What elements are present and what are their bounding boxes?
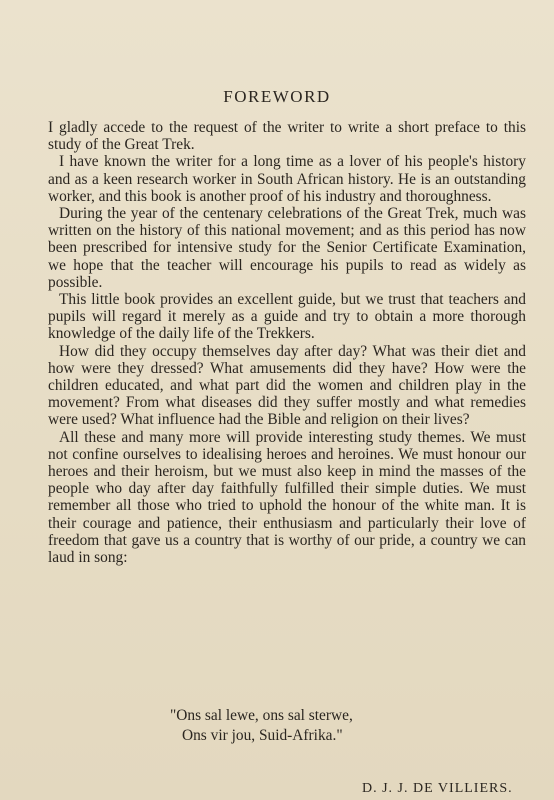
paragraph-6: All these and many more will provide interesting study themes. We must not confine ourselves to idealising heroes and heroines. We must honour our heroes and their heroism, but we must also keep in mind the masses of the people who day after day faithfully fulfilled their simple duties. We must remember all those who tried to uphold the honour of the white man. It is their courage and patience, their enthusiasm and particularly their love of freedom that gave us a country that is worthy of our pride, a country we can laud in song: xyxy=(48,428,526,567)
author-signature: D. J. J. DE VILLIERS. xyxy=(362,781,513,796)
paragraph-5: How did they occupy themselves day after day? What was their diet and how were they dressed? What amusements did they have? How were the children educated, and what part did the women and children play in the movement? From what diseases did they suffer mostly and what remedies were used? What influence had the Bible and religion on their lives? xyxy=(48,342,526,429)
foreword-body xyxy=(48,119,526,566)
paragraph-1: I gladly accede to the request of the writer to write a short preface to this study of the Great Trek. xyxy=(48,119,526,154)
paragraph-3: During the year of the centenary celebrations of the Great Trek, much was written on the history of this national movement; and as this period has now been prescribed for intensive study for the Senior Certificate Examination, we hope that the teacher will encourage his pupils to read as widely as possible. xyxy=(48,205,526,291)
poem-quote xyxy=(170,706,353,746)
poem-line-2: Ons vir jou, Suid-Afrika." xyxy=(182,727,343,744)
paragraph-2: I have known the writer for a long time as a lover of his people's history and as a keen research worker in South African history. He is an outstanding worker, and this book is another proof of his industry and thoroughness. xyxy=(48,153,526,205)
poem-line-1: "Ons sal lewe, ons sal sterwe, xyxy=(170,707,353,724)
page-title: FOREWORD xyxy=(223,87,331,106)
paragraph-4: This little book provides an excellent guide, but we trust that teachers and pupils will regard it merely as a guide and try to obtain a more thorough knowledge of the daily life of the Trekkers. xyxy=(48,291,526,343)
